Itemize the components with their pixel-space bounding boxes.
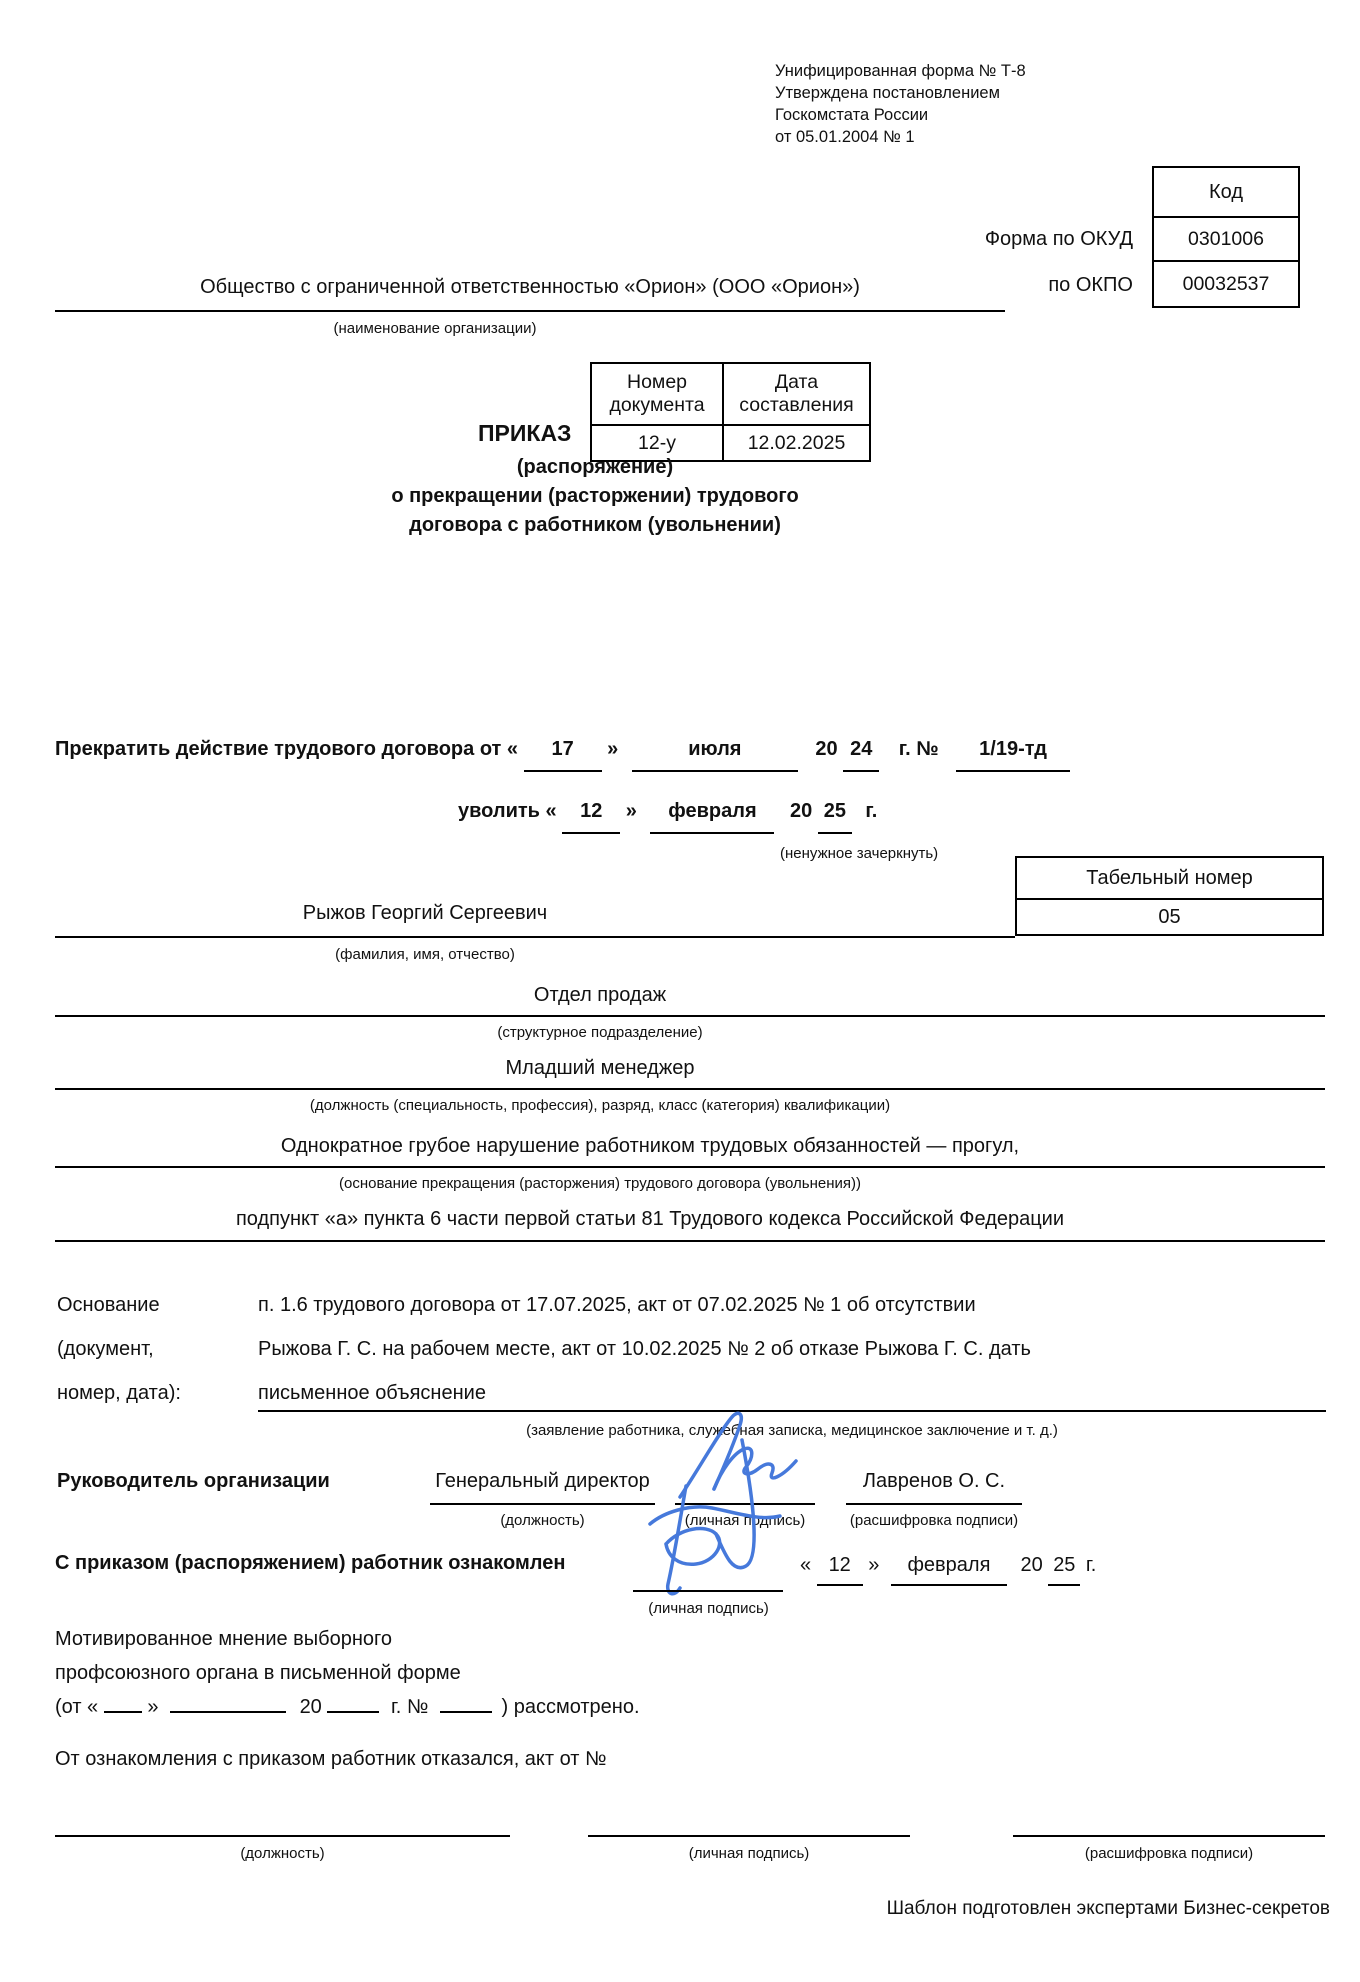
dismiss-quote-close: » (625, 800, 637, 822)
dismiss-month-field: февраля (650, 801, 774, 834)
dismiss-prefix: уволить « (458, 800, 557, 822)
terminate-g-no: г. № (898, 738, 939, 760)
okpo-value: 00032537 (1182, 272, 1270, 295)
dismissal-reason-line1: Однократное грубое нарушение работником трудовых обязанностей — прогул, (280, 1135, 1020, 1157)
head-name-caption: (расшифровка подписи) (849, 1512, 1019, 1529)
terminate-year-field: 24 (843, 739, 879, 772)
footer-signature-line (588, 1835, 910, 1837)
employee-signature-caption: (личная подпись) (648, 1600, 769, 1617)
position-line (55, 1088, 1325, 1090)
ack-year-field: 25 (1048, 1555, 1080, 1586)
union-quote-close: » (147, 1696, 159, 1718)
union-suffix: ) рассмотрено. (501, 1696, 640, 1718)
basis-text (258, 1283, 1328, 1415)
terminate-month-field: июля (632, 739, 798, 772)
okud-label: Форма по ОКУД (984, 228, 1133, 250)
union-year-field (327, 1703, 379, 1713)
personnel-number-box (1015, 856, 1324, 936)
ack-quote-open: « (800, 1554, 812, 1576)
code-box (1152, 166, 1300, 308)
dismiss-century: 20 (790, 800, 813, 822)
union-number-field (440, 1703, 492, 1713)
terminate-century: 20 (815, 738, 838, 760)
okud-value: 0301006 (1154, 218, 1298, 262)
employee-signature (620, 1432, 800, 1597)
doc-number-table (590, 362, 871, 462)
personnel-number-value: 05 (1158, 905, 1181, 928)
director-signature-caption: (личная подпись) (684, 1512, 806, 1529)
strike-note: (ненужное зачеркнуть) (780, 845, 939, 862)
union-opinion-line2: профсоюзного органа в письменной форме (55, 1662, 461, 1684)
employee-signature-line (633, 1590, 783, 1592)
basis-label (57, 1283, 181, 1415)
basis-label-line: Основание (57, 1294, 160, 1316)
dismissal-reason-line2: подпункт «а» пункта 6 части первой статьи 81 Трудового кодекса Российской Федерации (235, 1208, 1065, 1230)
terminate-prefix: Прекратить действие трудового договора от « (55, 738, 519, 760)
doc-number-value: 12-у (591, 425, 723, 461)
basis-label-line: номер, дата): (57, 1382, 181, 1404)
union-g-no: г. № (390, 1696, 429, 1718)
position-caption: (должность (специальность, профессия), разряд, класс (категория) квалификации) (309, 1097, 891, 1114)
union-opinion-line3 (55, 1690, 640, 1724)
ack-g: г. (1085, 1554, 1097, 1576)
employee-name-line (55, 936, 1015, 938)
terminate-line (55, 738, 1070, 772)
order-subtitle-3: договора с работником (увольнении) (409, 514, 781, 536)
ack-quote-close: » (868, 1554, 880, 1576)
code-box-header: Код (1154, 168, 1298, 218)
footer-position-caption: (должность) (240, 1845, 325, 1862)
union-date-prefix: (от « (55, 1696, 99, 1718)
basis-caption: (заявление работника, служебная записка, медицинское заключение и т. д.) (526, 1422, 1058, 1439)
template-credit: Шаблон подготовлен экспертами Бизнес-секретов (886, 1898, 1330, 1919)
head-of-organization-label: Руководитель организации (57, 1470, 330, 1492)
form-header-line: Госкомстата России (775, 106, 929, 124)
head-position-value: Генеральный директор (435, 1470, 650, 1492)
footer-decryption-caption: (расшифровка подписи) (1084, 1845, 1254, 1862)
position-value: Младший менеджер (505, 1057, 695, 1079)
form-header-line: от 05.01.2004 № 1 (775, 128, 915, 146)
order-subtitle-2: о прекращении (расторжении) трудового (391, 485, 799, 507)
department-caption: (структурное подразделение) (497, 1024, 703, 1041)
ack-century: 20 (1020, 1554, 1043, 1576)
terminate-contract-no-field: 1/19-тд (956, 739, 1070, 772)
organization-name: Общество с ограниченной ответственностью «Орион» (ООО «Орион») (200, 276, 860, 298)
basis-label-line: (документ, (57, 1338, 154, 1360)
dismissal-reason-caption: (основание прекращения (расторжения) трудового договора (увольнения)) (339, 1175, 861, 1192)
dismissal-reason-line2-rule (55, 1240, 1325, 1242)
doc-date-header: Дата составления (723, 363, 870, 425)
union-month-field (170, 1703, 286, 1713)
employee-name-caption: (фамилия, имя, отчество) (335, 946, 515, 963)
dismiss-line (458, 800, 877, 834)
head-name-line (846, 1503, 1022, 1505)
union-opinion-block (55, 1622, 640, 1724)
personnel-number-label: Табельный номер (1017, 858, 1322, 900)
doc-date-value: 12.02.2025 (723, 425, 870, 461)
basis-text-line: письменное объяснение (258, 1382, 486, 1404)
head-position-caption: (должность) (500, 1512, 585, 1529)
terminate-quote-close: » (607, 738, 619, 760)
union-day-field (104, 1703, 142, 1713)
ack-day-field: 12 (817, 1555, 863, 1586)
department-value: Отдел продаж (533, 984, 667, 1006)
basis-text-line: Рыжова Г. С. на рабочем месте, акт от 10.02.2025 № 2 об отказе Рыжова Г. С. дать (258, 1338, 1031, 1360)
okpo-label: по ОКПО (1048, 274, 1133, 296)
order-subtitle-1: (распоряжение) (516, 456, 674, 478)
acknowledged-label: С приказом (распоряжением) работник ознакомлен (55, 1552, 566, 1574)
dismissal-reason-line1-rule (55, 1166, 1325, 1168)
order-title: ПРИКАЗ (478, 420, 572, 446)
head-name-value: Лавренов О. С. (862, 1470, 1006, 1492)
union-opinion-line1: Мотивированное мнение выборного (55, 1628, 393, 1650)
refusal-line: От ознакомления с приказом работник отказался, акт от № (55, 1748, 607, 1770)
dismiss-g: г. (865, 800, 878, 822)
union-century: 20 (299, 1696, 322, 1718)
basis-text-line: п. 1.6 трудового договора от 17.07.2025, акт от 07.02.2025 № 1 об отсутствии (258, 1294, 976, 1316)
footer-position-line (55, 1835, 510, 1837)
ack-month-field: февраля (891, 1555, 1007, 1586)
form-approval-header (775, 60, 1026, 148)
doc-number-header: Номер документа (591, 363, 723, 425)
employee-full-name: Рыжов Георгий Сергеевич (302, 902, 548, 924)
dismiss-year-field: 25 (818, 801, 852, 834)
footer-signature-caption: (личная подпись) (688, 1845, 810, 1862)
footer-decryption-line (1013, 1835, 1325, 1837)
department-line (55, 1015, 1325, 1017)
dismiss-day-field: 12 (562, 801, 620, 834)
form-header-line: Утверждена постановлением (775, 84, 1000, 102)
organization-name-line (55, 310, 1005, 312)
acknowledged-date (800, 1554, 1096, 1586)
organization-name-caption: (наименование организации) (333, 320, 537, 337)
form-header-line: Унифицированная форма № Т-8 (775, 62, 1026, 80)
terminate-day-field: 17 (524, 739, 602, 772)
